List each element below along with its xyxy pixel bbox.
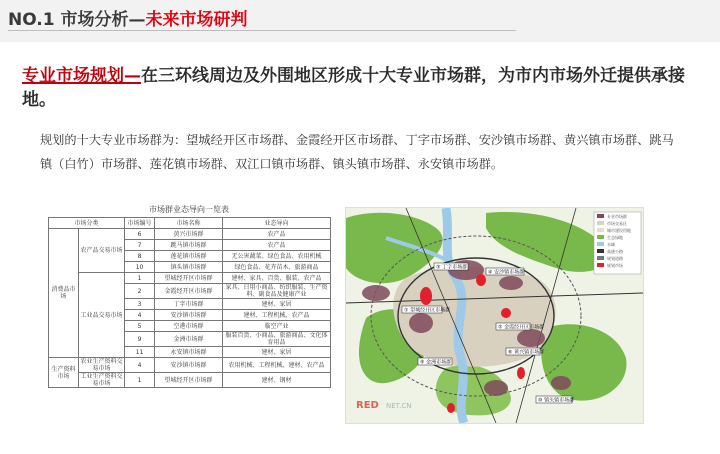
cell-subcategory: 农产品交易市场	[79, 229, 125, 273]
legend-label: 高速公路	[607, 249, 623, 254]
cell-name: 安沙镇市场群	[155, 310, 223, 321]
watermark-grey: NET.CN	[386, 402, 412, 410]
cell-orient: 服装百货、小商品、旅游商品、文化体育用品	[223, 332, 331, 347]
cell-no: 5	[125, 321, 155, 332]
site-label: ⑥ 黄兴镇市场群	[508, 349, 545, 356]
planned-market	[501, 308, 511, 318]
cell-no: 4	[125, 310, 155, 321]
site-label: ② 金霞经开区市场群	[498, 324, 545, 331]
body-paragraph: 规划的十大专业市场群为：望城经开区市场群、金霞经开区市场群、丁字市场群、安沙镇市场群、黄兴镇市场群、跳马镇（白竹）市场群、莲花镇市场群、双江口镇市场群、镇头镇市场群、永安镇市场群。	[40, 133, 674, 171]
cell-orient: 建材、家具、百货、服装、农产品	[223, 273, 331, 284]
cell-no: 8	[125, 251, 155, 262]
header-cell-category: 市场分类	[49, 218, 125, 229]
cell-name: 望城经开区市场群	[155, 273, 223, 284]
headline-lead: 专业市场规划—	[22, 66, 141, 86]
legend-swatch	[597, 256, 604, 260]
map-svg	[346, 208, 643, 423]
planned-market	[517, 367, 525, 379]
headline-rest: 在三环线周边及外围地区形成十大专业市场群，为市内市场外迁提供承接地。	[22, 66, 685, 110]
table-header-row	[49, 218, 331, 229]
cell-name: 镇头镇市场群	[155, 262, 223, 273]
cell-orient: 建材、钢材	[223, 373, 331, 388]
header-cell-no: 市场编号	[125, 218, 155, 229]
cell-orient: 建材、工程机械、农产品	[223, 310, 331, 321]
legend-swatch	[597, 228, 604, 232]
market-cluster	[409, 313, 433, 333]
legend-label: 生态绿地	[607, 235, 623, 240]
table-row	[49, 273, 331, 284]
cell-name: 跳马镇市场群	[155, 240, 223, 251]
cell-name: 望城经开区市场群	[155, 373, 223, 388]
site-label: ① 望城经开区市场群	[404, 307, 451, 314]
cell-name: 黄兴市场群	[155, 229, 223, 240]
cell-name: 安沙镇市场群	[155, 358, 223, 373]
header-divider	[8, 30, 516, 31]
legend-label: 水域	[607, 242, 615, 247]
legend-label: 城市建设用地	[607, 228, 631, 233]
planned-market	[447, 403, 455, 413]
cell-orient: 农用机械、工程机械、建材、农产品	[223, 358, 331, 373]
cell-no: 7	[125, 240, 155, 251]
cell-name: 莲花镇市场群	[155, 251, 223, 262]
market-cluster	[517, 329, 545, 347]
cell-subcategory: 工业品交易市场	[79, 273, 125, 358]
legend-label: 规划道路	[607, 256, 623, 261]
cell-subcategory: 工业生产资料交易市场	[80, 373, 123, 387]
cell-orient: 建材、家居	[223, 299, 331, 310]
legend-swatch	[597, 249, 604, 253]
table-row	[49, 373, 331, 388]
legend-swatch	[597, 214, 604, 218]
cell-no: 3	[125, 299, 155, 310]
legend-swatch	[597, 263, 604, 267]
market-cluster	[551, 376, 571, 390]
legend-label: 市场交易区	[607, 221, 627, 226]
cell-orient: 临空产业	[223, 321, 331, 332]
cell-name: 金霞经开区市场群	[155, 284, 223, 299]
header-bar	[0, 0, 720, 42]
table-row	[49, 358, 331, 373]
cell-no: 10	[125, 262, 155, 273]
watermark-red: RED	[356, 400, 379, 411]
cell-orient: 绿色食品、花卉苗木、旅游商品	[223, 262, 331, 273]
market-plan-map	[345, 207, 644, 424]
cell-name: 永安镇市场群	[155, 347, 223, 358]
market-cluster	[499, 276, 523, 290]
legend-swatch	[597, 235, 604, 239]
table-title: 市场群业态导向一览表	[149, 205, 229, 214]
cell-subcategory: 农业生产资料交易市场	[80, 358, 123, 372]
market-table-grid	[48, 217, 331, 388]
site-label: ⑨ 金洲市场群	[420, 359, 452, 366]
cell-category: 消费品市场	[49, 229, 79, 358]
cell-name: 金洲市场群	[155, 332, 223, 347]
cell-no: 6	[125, 229, 155, 240]
site-label: ④ 安沙镇市场群	[488, 269, 525, 276]
header-cell-orient: 业态导向	[223, 218, 331, 229]
planned-market	[420, 287, 432, 305]
market-cluster	[484, 380, 508, 396]
legend-swatch	[597, 242, 604, 246]
cell-category: 生产资料市场	[49, 358, 79, 388]
legend-label: 专业市场群	[607, 214, 627, 219]
cell-orient: 建材、家居	[223, 347, 331, 358]
cell-orient: 家具、日用小商品、纺织服装、生产资料、副食品及健康产业	[223, 284, 331, 299]
cell-no: 1	[125, 373, 155, 388]
cell-no: 9	[125, 332, 155, 347]
cell-orient: 农产品	[223, 240, 331, 251]
legend-label: 规划市场	[607, 263, 623, 268]
cell-no: 2	[125, 284, 155, 299]
market-cluster	[362, 285, 390, 301]
header-cell-name: 市场名称	[155, 218, 223, 229]
site-label: ⑩ 镇头镇市场群	[538, 397, 575, 404]
cell-name: 丁字市场群	[155, 299, 223, 310]
market-table	[48, 203, 330, 425]
cell-name: 空港市场群	[155, 321, 223, 332]
title-prefix: NO.1 市场分析—	[8, 10, 146, 30]
cell-orient: 农产品	[223, 229, 331, 240]
headline	[22, 64, 697, 112]
site-label: ③ 丁字市场群	[436, 264, 468, 271]
table-row	[49, 229, 331, 240]
cell-orient: 无公害蔬菜、绿色食品、农用机械	[223, 251, 331, 262]
page-title	[8, 5, 248, 30]
cell-no: 1	[125, 273, 155, 284]
planned-market	[476, 274, 486, 286]
legend-swatch	[597, 221, 604, 225]
cell-no: 11	[125, 347, 155, 358]
title-accent: 未来市场研判	[145, 10, 248, 30]
cell-no: 4	[125, 358, 155, 373]
